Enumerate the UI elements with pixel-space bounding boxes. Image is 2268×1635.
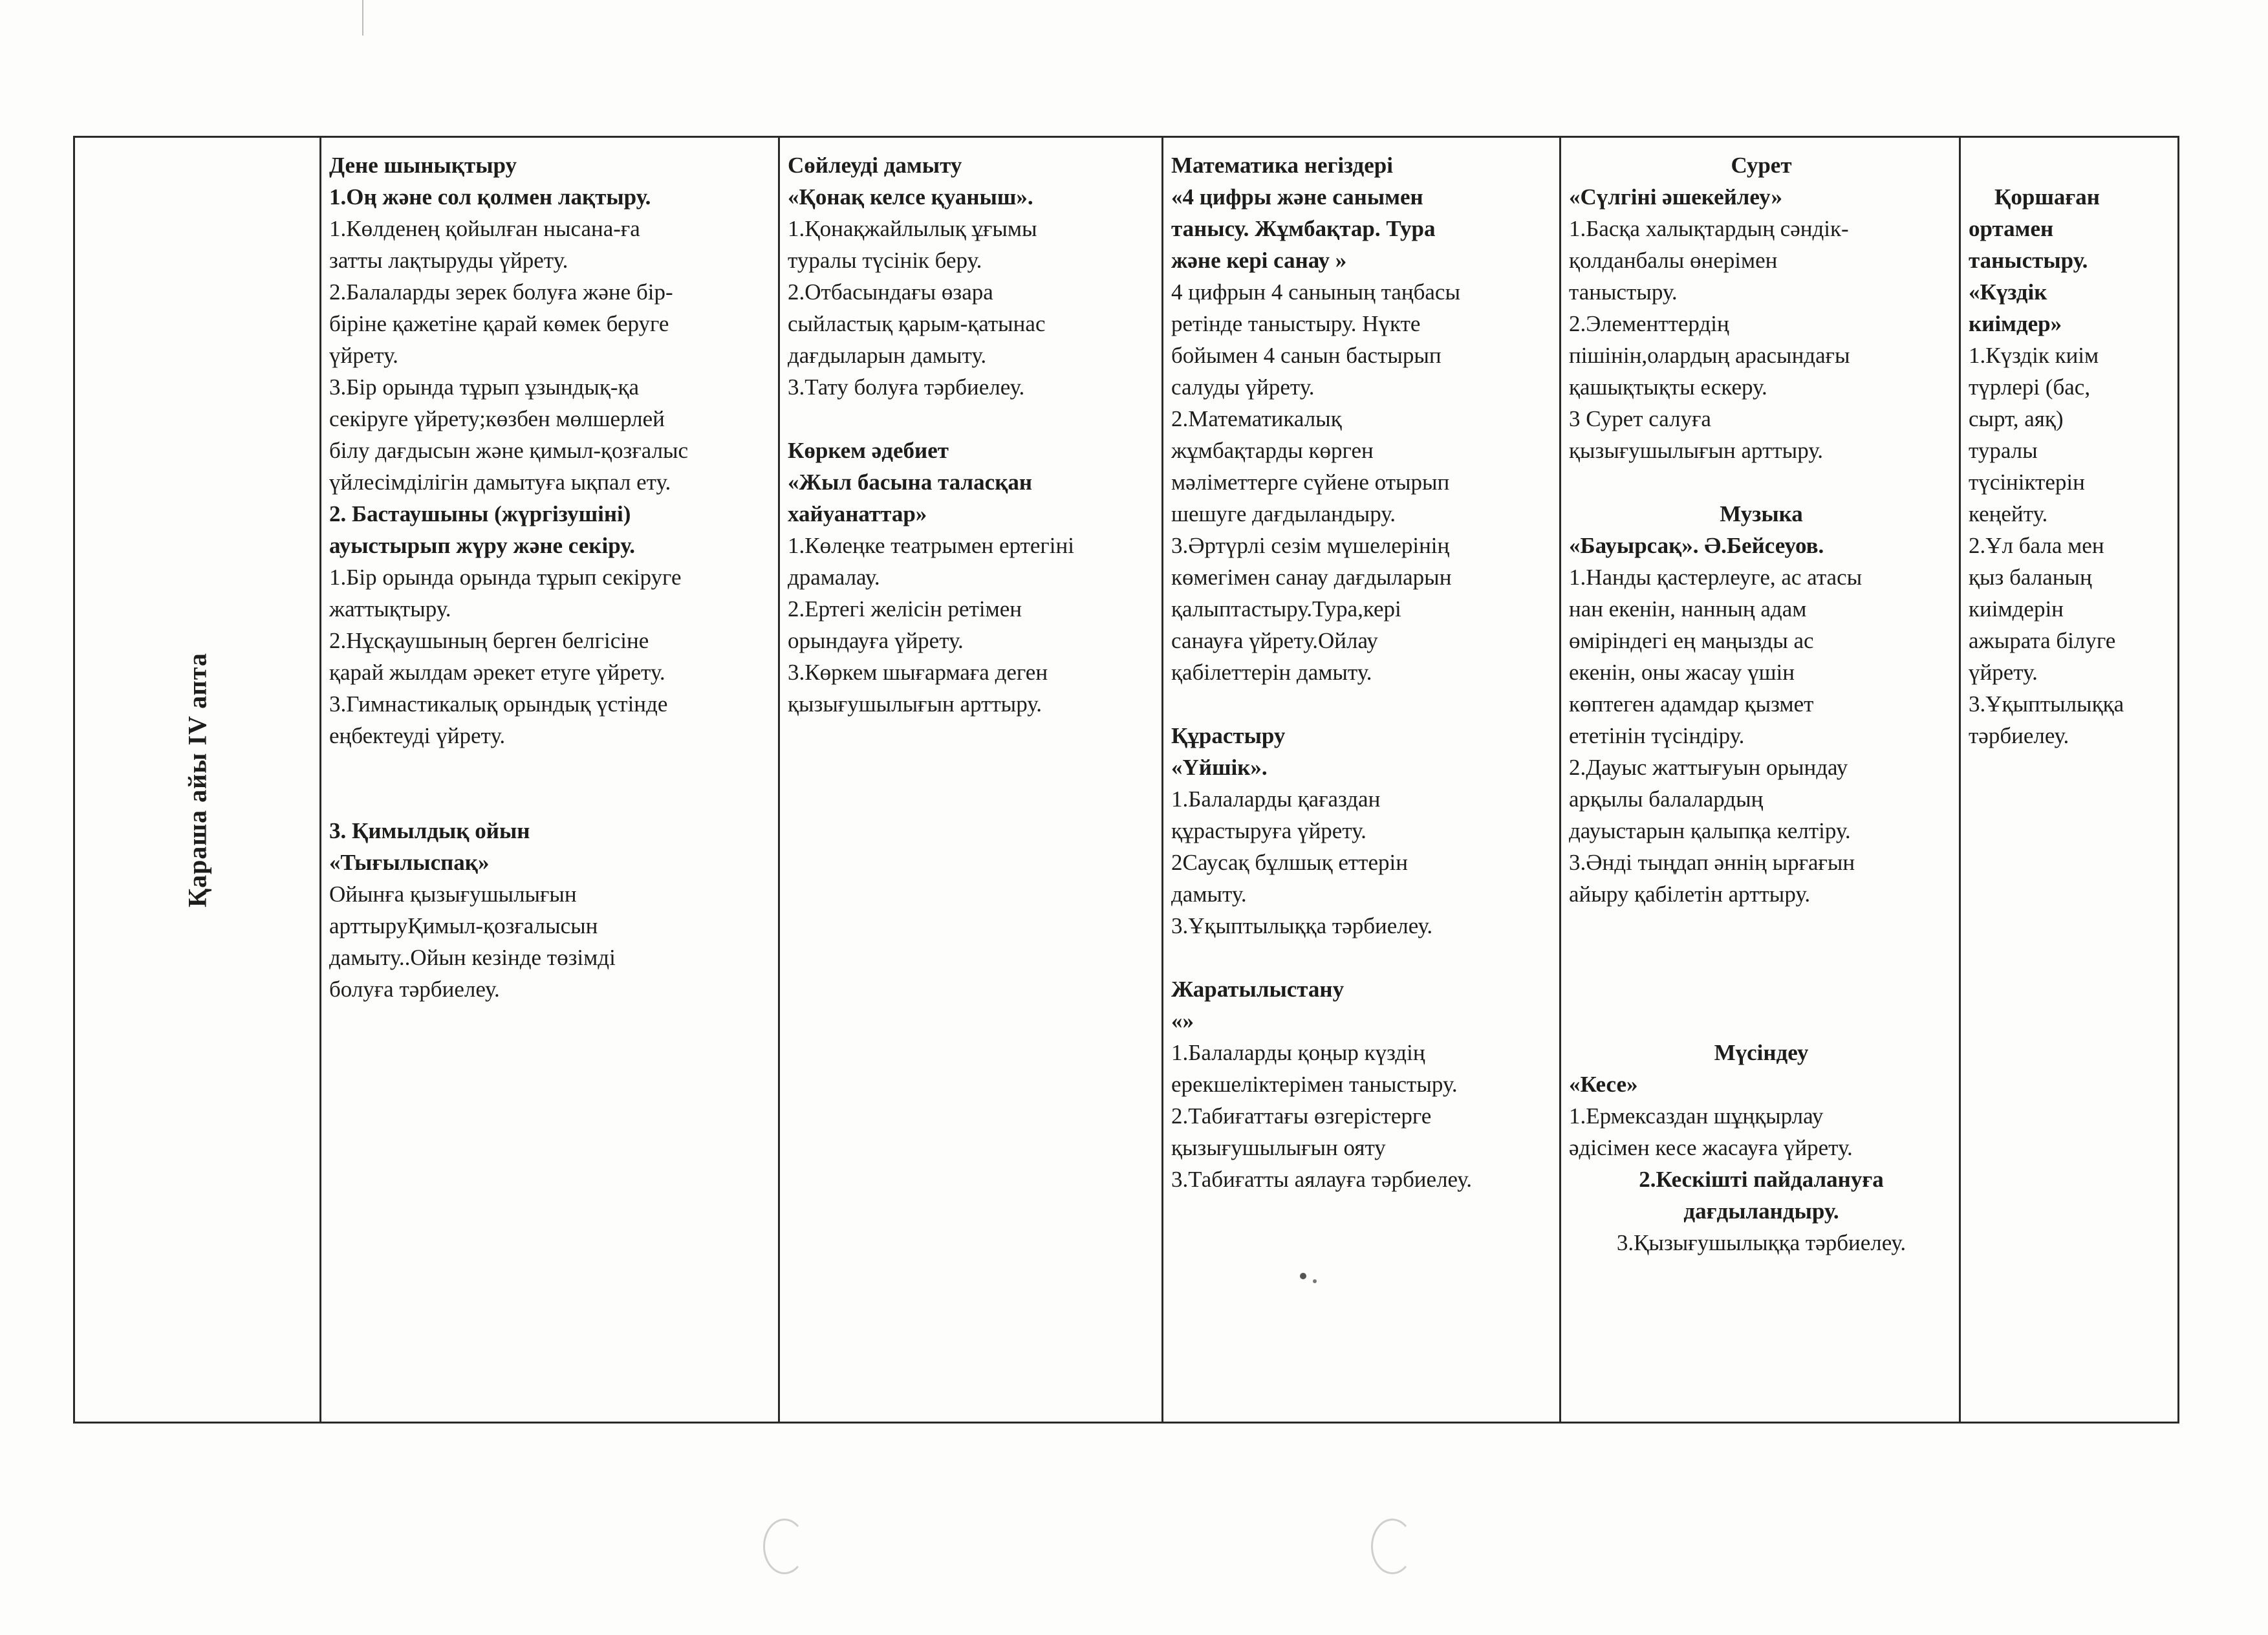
text-line: 3.Бір орында тұрып ұзындық-қа: [329, 374, 640, 400]
text-line: тәрбиелеу.: [1969, 723, 2069, 748]
text-line: 2.Дауыс жаттығуын орындау: [1569, 755, 1848, 780]
text-line: 2.Ұл бала мен: [1969, 533, 2104, 558]
section-heading-line: 2. Бастаушыны (жүргізушіні): [329, 501, 631, 526]
section-heading-line: «Қонақ келсе қуаныш».: [788, 184, 1033, 210]
text-line: 1.Қонақжайлылық ұғымы: [788, 216, 1037, 241]
section-heading-line: ортамен: [1969, 216, 2054, 241]
text-line: жұмбақтарды көрген: [1171, 438, 1374, 463]
section-heading-line: ауыстырып жүру және секіру.: [329, 533, 635, 558]
text-line: орындауға үйрету.: [788, 628, 964, 653]
section-heading-line: дағдыландыру.: [1683, 1198, 1839, 1224]
ink-speck: [1300, 1273, 1306, 1279]
text-line: қызығушылығын арттыру.: [1569, 438, 1823, 463]
text-line: салуды үйрету.: [1171, 374, 1315, 400]
text-line: 2.Табиғаттағы өзгерістерге: [1171, 1103, 1432, 1129]
section-heading-line: «»: [1171, 1008, 1194, 1034]
environment-cell: [1960, 137, 2179, 1423]
art-music-modeling-cell: [1561, 137, 1960, 1423]
column-content: [1561, 138, 1959, 1259]
text-line: дауыстарын қалыпқа келтіру.: [1569, 818, 1851, 843]
text-line: затты лақтыруды үйрету.: [329, 248, 568, 273]
text-line: 2.Балаларды зерек болуға және бір-: [329, 279, 673, 305]
text-line: қарай жылдам әрекет етуге үйрету.: [329, 660, 665, 685]
text-line: 3.Ұқыптылыққа: [1969, 691, 2124, 717]
section-heading-line: Құрастыру: [1171, 723, 1286, 748]
text-line: 2.Математикалық: [1171, 406, 1342, 431]
text-line: 3.Тату болуға тәрбиелеу.: [788, 374, 1025, 400]
column-content: [1163, 138, 1559, 1195]
text-line: жаттықтыру.: [329, 596, 451, 622]
text-line: еңбектеуді үйрету.: [329, 723, 506, 748]
text-line: болуға тәрбиелеу.: [329, 977, 500, 1002]
text-line: 3.Қызығушылыққа тәрбиелеу.: [1616, 1230, 1906, 1255]
punch-hole-mark: [763, 1519, 806, 1574]
section-heading-line: таныстыру.: [1969, 248, 2088, 273]
text-line: шешуге дағдыландыру.: [1171, 501, 1396, 526]
text-line: 2.Элементтердің: [1569, 311, 1729, 336]
text-line: 1.Көлеңке театрымен ертегіні: [788, 533, 1074, 558]
text-line: түсініктерін: [1969, 470, 2085, 495]
section-heading-line: «4 цифры және санымен: [1171, 184, 1423, 210]
text-line: құрастыруға үйрету.: [1171, 818, 1366, 843]
text-line: 1.Басқа халықтардың сәндік-: [1569, 216, 1849, 241]
text-line: пішінін,олардың арасындағы: [1569, 343, 1850, 368]
section-heading-line: «Тығылыспақ»: [329, 850, 490, 875]
text-line: үйрету.: [329, 343, 398, 368]
section-heading-line: хайуанаттар»: [788, 501, 927, 526]
text-line: арттыруҚимыл-қозғалысын: [329, 913, 598, 938]
text-line: [1969, 149, 2172, 181]
text-line: 1.Балаларды қағаздан: [1171, 786, 1381, 812]
text-line: 3 Сурет салуға: [1569, 406, 1711, 431]
section-heading-line: «Күздік: [1969, 279, 2047, 305]
text-line: 1.Ермексаздан шұңқырлау: [1569, 1103, 1824, 1129]
text-line: сыйластық қарым-қатынас: [788, 311, 1046, 336]
text-line: туралы: [1969, 438, 2038, 463]
text-line: 2.Нұсқаушының берген белгісіне: [329, 628, 649, 653]
text-line: қызығушылығын арттыру.: [788, 691, 1042, 717]
table-row: [74, 137, 2179, 1423]
section-heading-line: «Үйшік».: [1171, 755, 1268, 780]
text-line: көптеген адамдар қызмет: [1569, 691, 1814, 717]
text-line: біріне қажетіне қарай көмек беруге: [329, 311, 669, 336]
section-heading-line: «Бауырсақ». Ә.Бейсеуов.: [1569, 533, 1824, 558]
text-line: кеңейту.: [1969, 501, 2048, 526]
text-line: әдісімен кесе жасауға үйрету.: [1569, 1135, 1853, 1160]
spacer: [788, 403, 1156, 435]
text-line: 3.Ұқыптылыққа тәрбиелеу.: [1171, 913, 1433, 938]
text-line: киімдерін: [1969, 596, 2064, 622]
text-line: 3.Көркем шығармаға деген: [788, 660, 1048, 685]
ink-speck: [1313, 1279, 1317, 1283]
spacer: [1171, 942, 1554, 973]
column-content: [321, 138, 778, 1005]
text-line: 1.Бір орында орында тұрып секіруге: [329, 565, 682, 590]
text-line: дамыту..Ойын кезінде төзімді: [329, 945, 616, 970]
text-line: ететінін түсіндіру.: [1569, 723, 1745, 748]
text-line: 2.Отбасындағы өзара: [788, 279, 993, 305]
text-line: 3.Әртүрлі сезім мүшелерінің: [1171, 533, 1450, 558]
week-label: Қараша айы IV апта: [182, 652, 212, 907]
text-line: драмалау.: [788, 565, 880, 590]
section-heading-line: және кері санау »: [1171, 248, 1347, 273]
text-line: туралы түсінік беру.: [788, 248, 982, 273]
text-line: 1.Нанды қастерлеуге, ас атасы: [1569, 565, 1863, 590]
text-line: ерекшеліктерімен таныстыру.: [1171, 1072, 1458, 1097]
text-line: 2Саусақ бұлшық еттерін: [1171, 850, 1408, 875]
text-line: сырт, аяқ): [1969, 406, 2064, 431]
text-line: қолданбалы өнерімен: [1569, 248, 1778, 273]
text-line: түрлері (бас,: [1969, 374, 2091, 400]
text-line: қалыптастыру.Тура,кері: [1171, 596, 1401, 622]
text-line: өміріндегі ең маңызды ас: [1569, 628, 1814, 653]
column-content: [780, 138, 1161, 720]
section-heading-line: танысу. Жұмбақтар. Тура: [1171, 216, 1436, 241]
text-line: 4 цифрын 4 санының таңбасы: [1171, 279, 1460, 305]
text-line: қашықтықты ескеру.: [1569, 374, 1767, 400]
lesson-plan-table: [73, 136, 2179, 1424]
section-heading-line: Жаратылыстану: [1171, 977, 1345, 1002]
text-line: қыз баланың: [1969, 565, 2092, 590]
text-line: дамыту.: [1171, 882, 1247, 907]
text-line: арқылы балалардың: [1569, 786, 1764, 812]
text-line: бойымен 4 санын бастырып: [1171, 343, 1442, 368]
text-line: ретінде таныстыру. Нүкте: [1171, 311, 1421, 336]
text-line: үйлесімділігін дамытуға ықпал ету.: [329, 470, 671, 495]
text-line: 3.Гимнастикалық орындық үстінде: [329, 691, 668, 717]
physical-education-cell: [321, 137, 779, 1423]
text-line: 2.Ертегі желісін ретімен: [788, 596, 1022, 622]
text-line: 1.Балаларды қоңыр күздің: [1171, 1040, 1425, 1065]
text-line: көмегімен санау дағдыларын: [1171, 565, 1452, 590]
column-content: [1961, 138, 2177, 752]
section-heading-line: Математика негіздері: [1171, 153, 1393, 178]
text-line: дағдыларын дамыту.: [788, 343, 987, 368]
section-heading-line: Дене шынықтыру: [329, 153, 517, 178]
section-heading-line: Музыка: [1720, 501, 1803, 526]
section-heading-line: Көркем әдебиет: [788, 438, 949, 463]
text-line: санауға үйрету.Ойлау: [1171, 628, 1378, 653]
text-line: 1.Көлденең қойылған нысана-ға: [329, 216, 640, 241]
text-line: ажырата білуге: [1969, 628, 2116, 653]
text-line: 1.Күздік киім: [1969, 343, 2099, 368]
section-heading-line: киімдер»: [1969, 311, 2062, 336]
section-heading-line: 3. Қимылдық ойын: [329, 818, 530, 843]
speech-literature-cell: [779, 137, 1163, 1423]
text-line: секіруге үйрету;көзбен мөлшерлей: [329, 406, 665, 431]
text-line: қызығушылығын ояту: [1171, 1135, 1386, 1160]
text-line: үйрету.: [1969, 660, 2038, 685]
section-heading-line: Сөйлеуді дамыту: [788, 153, 962, 178]
text-line: білу дағдысын және қимыл-қозғалыс: [329, 438, 689, 463]
section-heading-line: Мүсіндеу: [1714, 1040, 1809, 1065]
text-line: 3.Табиғатты аялауға тәрбиелеу.: [1171, 1167, 1472, 1192]
spacer: [1569, 466, 1954, 498]
text-line: қабілеттерін дамыту.: [1171, 660, 1372, 685]
spacer: [329, 752, 773, 815]
spacer: [1569, 910, 1954, 1037]
text-line: нан екенін, нанның адам: [1569, 596, 1807, 622]
spacer: [1171, 688, 1554, 720]
math-construction-nature-cell: [1163, 137, 1561, 1423]
section-heading-line: «Жыл басына таласқан: [788, 470, 1033, 495]
text-line: екенін, оны жасау үшін: [1569, 660, 1795, 685]
text-line: 3.Әнді тыңдап әннің ырғағын: [1569, 850, 1855, 875]
section-heading-line: 2.Кескішті пайдалануға: [1639, 1167, 1884, 1192]
text-line: айыру қабілетін арттыру.: [1569, 882, 1811, 907]
text-line: Ойынға қызығушылығын: [329, 882, 577, 907]
punch-hole-mark: [1371, 1519, 1414, 1574]
section-heading-line: Қоршаған: [1994, 184, 2100, 210]
section-heading-line: 1.Оң және сол қолмен лақтыру.: [329, 184, 651, 210]
section-heading-line: «Кесе»: [1569, 1072, 1638, 1097]
week-cell: [74, 137, 321, 1423]
section-heading-line: «Сүлгіні әшекейлеу»: [1569, 184, 1782, 210]
text-line: таныстыру.: [1569, 279, 1678, 305]
page-corner-mark: [362, 0, 363, 36]
section-heading-line: Сурет: [1731, 153, 1792, 178]
text-line: мәліметтерге сүйене отырып: [1171, 470, 1450, 495]
